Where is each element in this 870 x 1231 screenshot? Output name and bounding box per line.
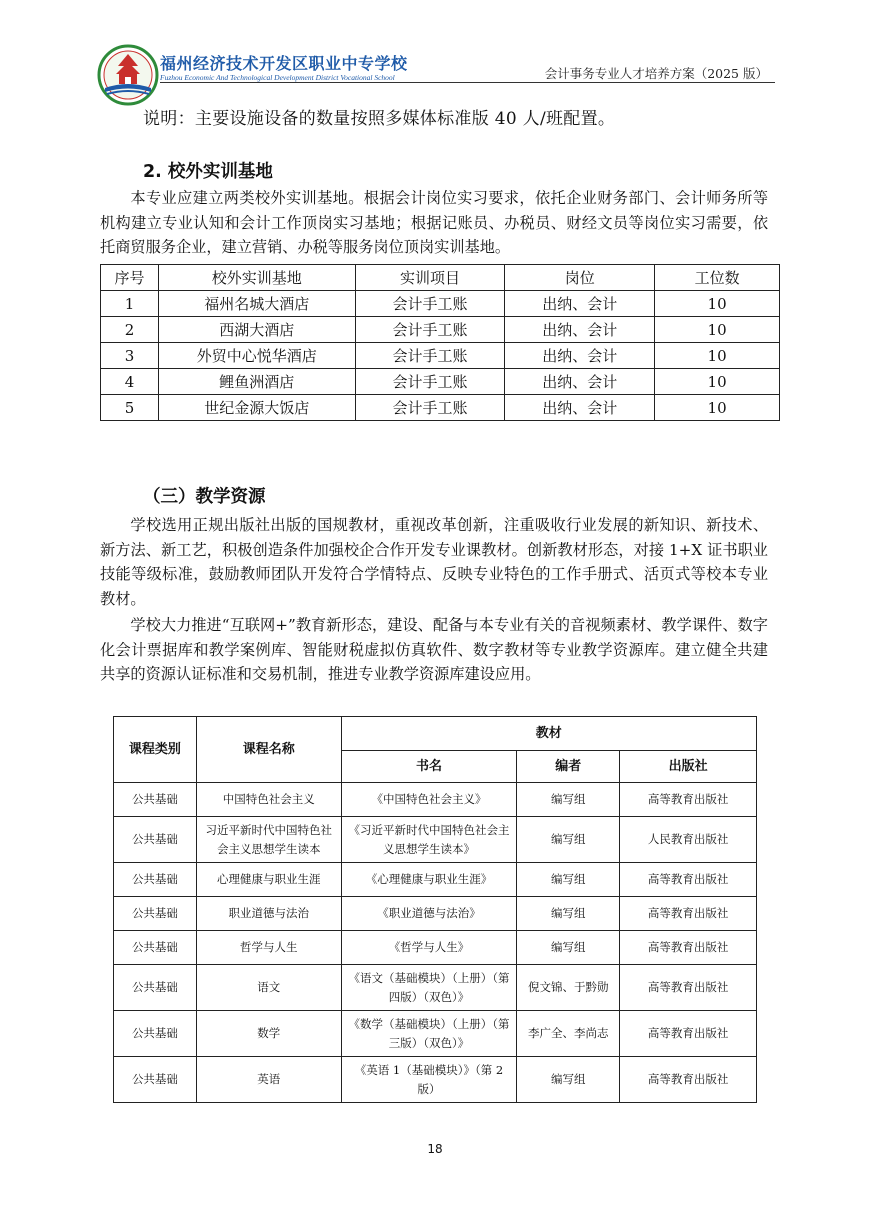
cell-publisher: 高等教育出版社 (620, 965, 757, 1011)
header-book-title: 书名 (341, 751, 517, 783)
cell-category: 公共基础 (114, 931, 197, 965)
table-row (114, 863, 757, 897)
document-title: 会计事务专业人才培养方案（2025 版） (544, 66, 768, 81)
table-row (101, 395, 780, 421)
table-cell: 10 (655, 343, 780, 369)
cell-publisher: 高等教育出版社 (620, 1057, 757, 1103)
cell-editor: 编写组 (517, 1057, 620, 1103)
cell-editor: 李广全、李尚志 (517, 1011, 620, 1057)
cell-editor: 编写组 (517, 931, 620, 965)
table-row (114, 931, 757, 965)
school-name-cn: 福州经济技术开发区职业中专学校 (160, 54, 408, 73)
cell-publisher: 高等教育出版社 (620, 931, 757, 965)
table-row (101, 343, 780, 369)
header-publisher: 出版社 (620, 751, 757, 783)
cell-editor: 编写组 (517, 783, 620, 817)
table-cell: 会计手工账 (355, 317, 505, 343)
column-header: 岗位 (505, 265, 655, 291)
table-row (114, 783, 757, 817)
cell-course: 英语 (196, 1057, 341, 1103)
header-editor: 编者 (517, 751, 620, 783)
table-cell: 10 (655, 395, 780, 421)
table-cell: 2 (101, 317, 159, 343)
column-header: 实训项目 (355, 265, 505, 291)
section-2-title: 2. 校外实训基地 (143, 162, 273, 182)
cell-book: 《习近平新时代中国特色社会主义思想学生读本》 (341, 817, 517, 863)
table-cell: 出纳、会计 (505, 317, 655, 343)
cell-book: 《语文（基础模块）（上册）（第四版）（双色）》 (341, 965, 517, 1011)
school-name-en: Fuzhou Economic And Technological Development District Vocational School (160, 73, 395, 82)
cell-course: 心理健康与职业生涯 (196, 863, 341, 897)
table-cell: 出纳、会计 (505, 369, 655, 395)
table-row (114, 1011, 757, 1057)
header-course-name: 课程名称 (196, 717, 341, 783)
table-cell: 会计手工账 (355, 343, 505, 369)
table-cell: 出纳、会计 (505, 395, 655, 421)
cell-book: 《中国特色社会主义》 (341, 783, 517, 817)
cell-category: 公共基础 (114, 965, 197, 1011)
table-cell: 10 (655, 317, 780, 343)
cell-course: 数学 (196, 1011, 341, 1057)
section-2-paragraph: 本专业应建立两类校外实训基地。根据会计岗位实习要求，依托企业财务部门、会计师务所等机构建立专业认知和会计工作顶岗实习基地；根据记账员、办税员、财经文员等岗位实习需要，依托商贸服务企业，建立营销、办税等服务岗位顶岗实训基地。 (100, 189, 768, 256)
table-cell: 10 (655, 369, 780, 395)
cell-publisher: 高等教育出版社 (620, 783, 757, 817)
school-logo (97, 44, 159, 106)
table-cell: 3 (101, 343, 159, 369)
cell-category: 公共基础 (114, 863, 197, 897)
cell-editor: 编写组 (517, 897, 620, 931)
cell-publisher: 高等教育出版社 (620, 1011, 757, 1057)
table-cell: 出纳、会计 (505, 343, 655, 369)
header-textbook: 教材 (341, 717, 756, 751)
section-3-title: （三）教学资源 (143, 487, 266, 507)
table-cell: 5 (101, 395, 159, 421)
textbook-table (113, 716, 757, 1103)
header-course-category: 课程类别 (114, 717, 197, 783)
table-cell: 会计手工账 (355, 395, 505, 421)
table-row (101, 317, 780, 343)
column-header: 工位数 (655, 265, 780, 291)
cell-category: 公共基础 (114, 1057, 197, 1103)
cell-course: 职业道德与法治 (196, 897, 341, 931)
cell-course: 语文 (196, 965, 341, 1011)
table-cell: 会计手工账 (355, 291, 505, 317)
cell-book: 《英语 1（基础模块）》（第 2 版） (341, 1057, 517, 1103)
page-number: 18 (427, 1142, 443, 1156)
cell-editor: 编写组 (517, 863, 620, 897)
section-3-paragraph-2: 学校大力推进“互联网+”教育新形态，建设、配备与本专业有关的音视频素材、教学课件、数字化会计票据库和教学案例库、智能财税虚拟仿真软件、数字教材等专业教学资源库。建立健全共建共享的资源认证标准和交易机制，推进专业教学资源库建设应用。 (100, 616, 768, 683)
table-row (114, 897, 757, 931)
cell-category: 公共基础 (114, 817, 197, 863)
cell-book: 《哲学与人生》 (341, 931, 517, 965)
cell-publisher: 高等教育出版社 (620, 897, 757, 931)
training-base-table (100, 264, 780, 421)
cell-category: 公共基础 (114, 783, 197, 817)
table-cell: 世纪金源大饭店 (158, 395, 355, 421)
cell-course: 中国特色社会主义 (196, 783, 341, 817)
cell-book: 《心理健康与职业生涯》 (341, 863, 517, 897)
table-cell: 西湖大酒店 (158, 317, 355, 343)
table-header-row (101, 265, 780, 291)
column-header: 校外实训基地 (158, 265, 355, 291)
table-cell: 10 (655, 291, 780, 317)
table-cell: 外贸中心悦华酒店 (158, 343, 355, 369)
table-row (101, 369, 780, 395)
cell-category: 公共基础 (114, 1011, 197, 1057)
table-cell: 出纳、会计 (505, 291, 655, 317)
cell-publisher: 人民教育出版社 (620, 817, 757, 863)
header-divider (160, 82, 775, 83)
table-cell: 1 (101, 291, 159, 317)
facility-note: 说明：主要设施设备的数量按照多媒体标准版 40 人/班配置。 (143, 109, 616, 129)
table-row (114, 1057, 757, 1103)
cell-book: 《职业道德与法治》 (341, 897, 517, 931)
cell-course: 哲学与人生 (196, 931, 341, 965)
section-3-paragraph-1: 学校选用正规出版社出版的国规教材，重视改革创新，注重吸收行业发展的新知识、新技术、新方法、新工艺，积极创造条件加强校企合作开发专业课教材。创新教材形态，对接 1+X 证书职业技能等级标准，鼓励教师团队开发符合学情特点、反映专业特色的工作手册式、活页式等校本专业教材。 (100, 516, 768, 608)
table-row (101, 291, 780, 317)
table-cell: 福州名城大酒店 (158, 291, 355, 317)
table-cell: 会计手工账 (355, 369, 505, 395)
cell-publisher: 高等教育出版社 (620, 863, 757, 897)
table-cell: 4 (101, 369, 159, 395)
table-row (114, 965, 757, 1011)
cell-category: 公共基础 (114, 897, 197, 931)
column-header: 序号 (101, 265, 159, 291)
table-cell: 鲤鱼洲酒店 (158, 369, 355, 395)
cell-course: 习近平新时代中国特色社会主义思想学生读本 (196, 817, 341, 863)
cell-book: 《数学（基础模块）（上册）（第三版）（双色）》 (341, 1011, 517, 1057)
cell-editor: 编写组 (517, 817, 620, 863)
cell-editor: 倪文锦、于黔勋 (517, 965, 620, 1011)
table-row (114, 817, 757, 863)
